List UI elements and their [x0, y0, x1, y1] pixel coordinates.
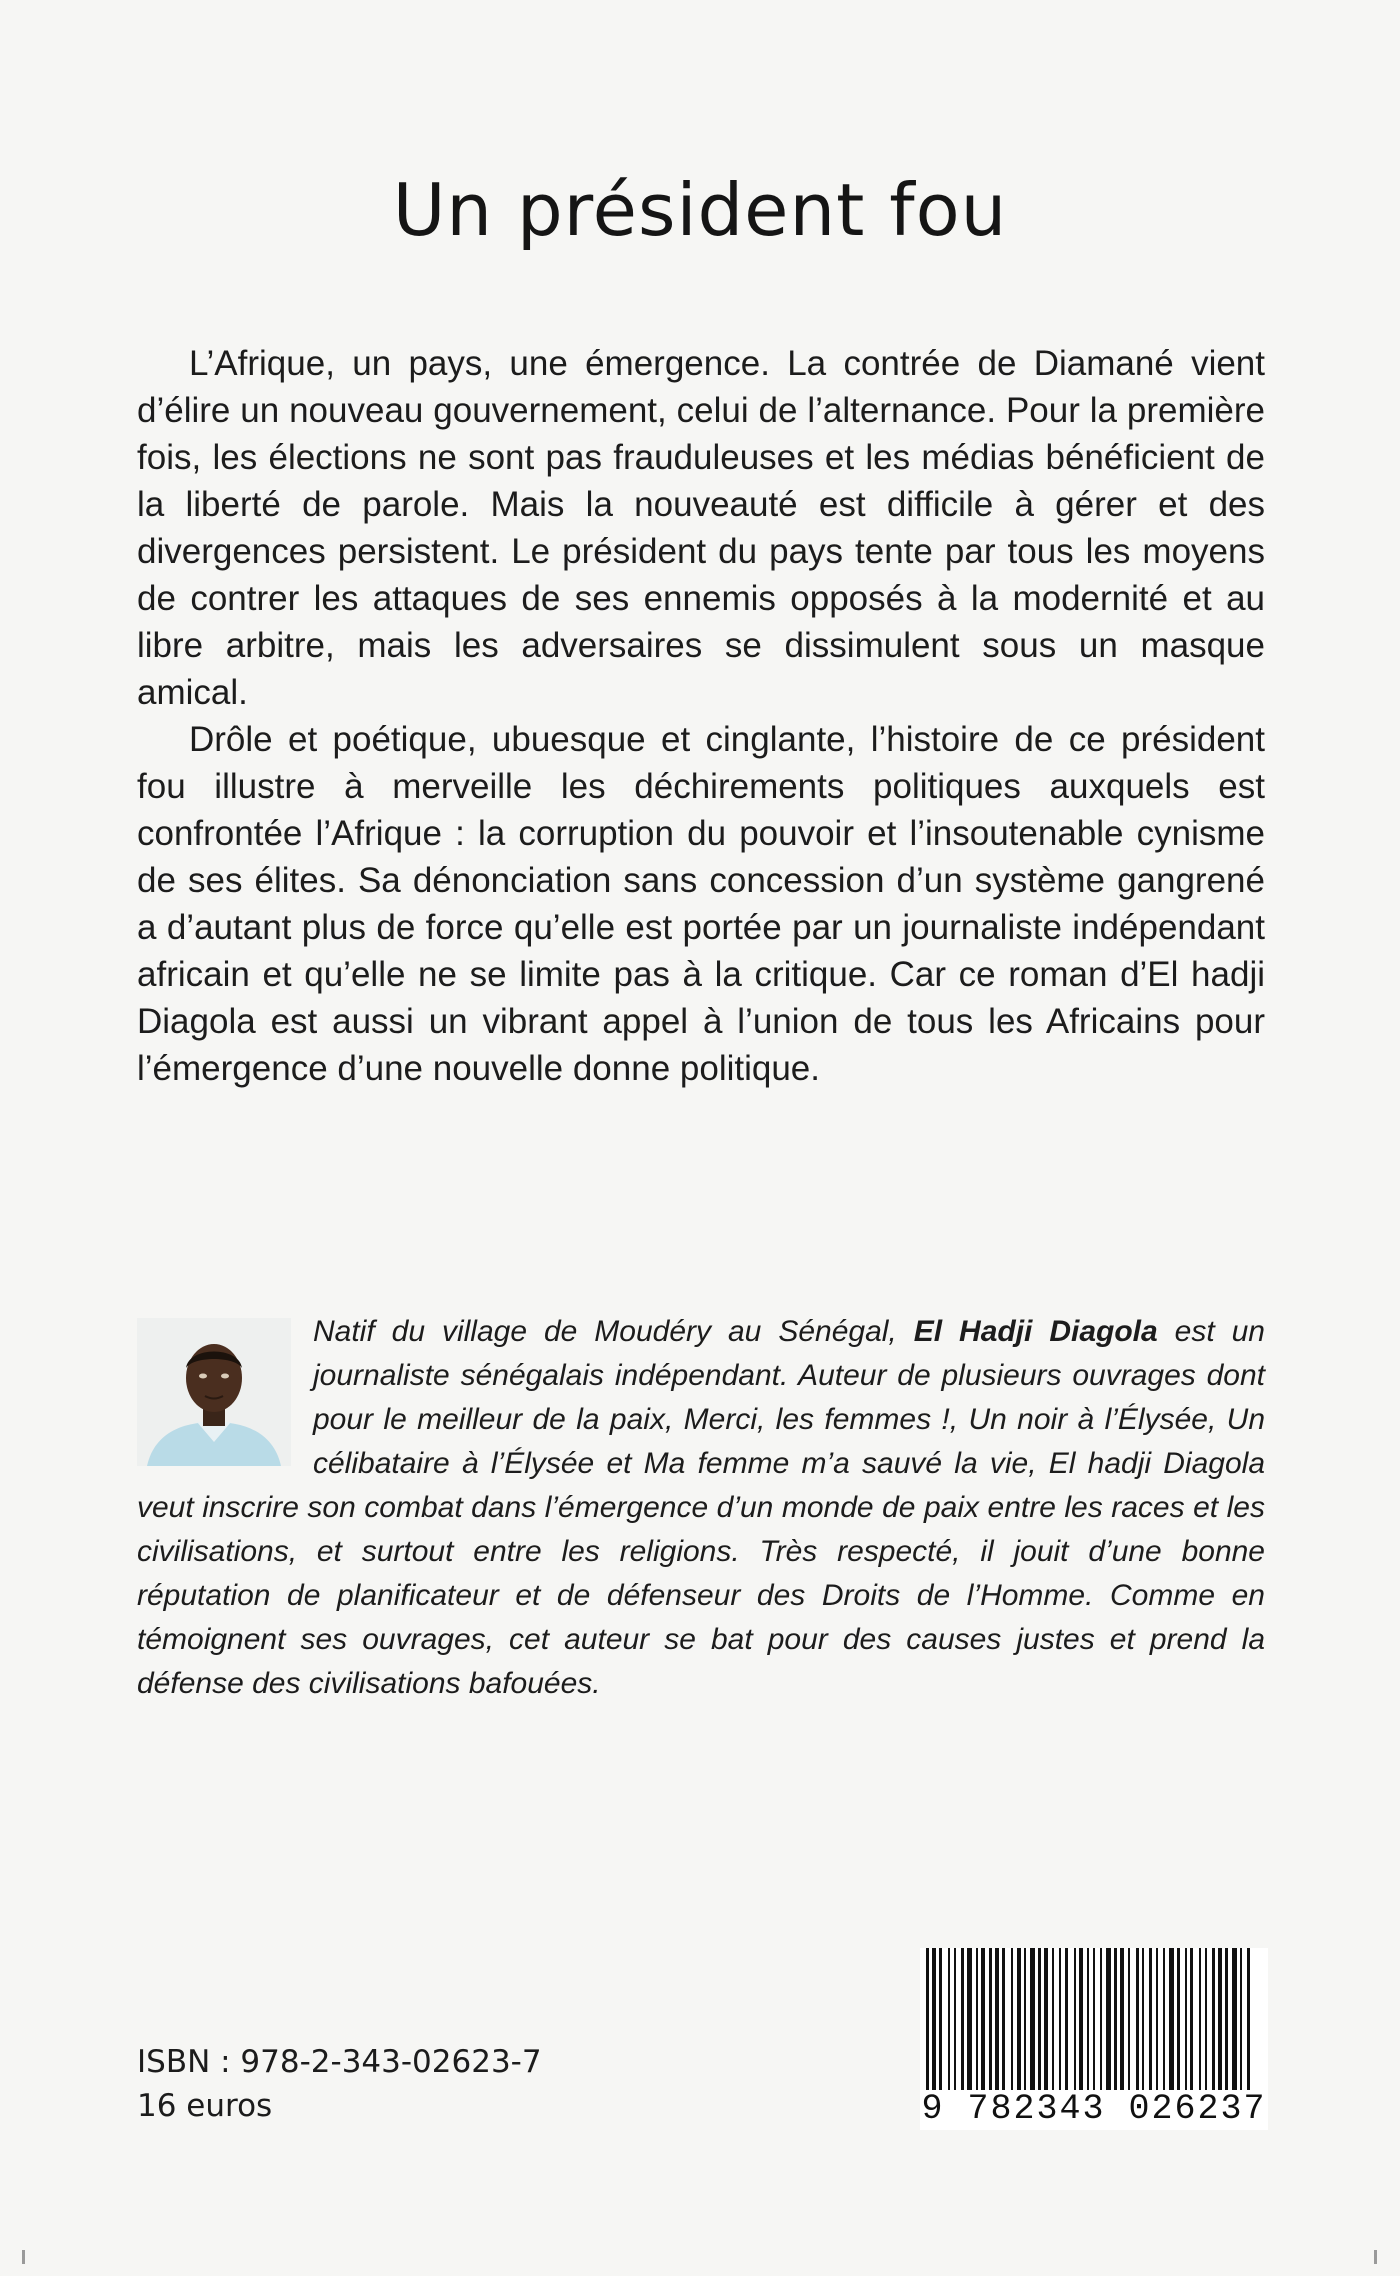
barcode-bar [1247, 1948, 1250, 2098]
barcode-bar [1185, 1948, 1187, 2098]
author-portrait-icon [137, 1318, 291, 1466]
barcode-bar [995, 1948, 999, 2098]
synopsis-paragraph-1: L’Afrique, un pays, une émergence. La contrée de Diamané vient d’élire un nouveau gouvernement, celui de l’alternance. Pour la première fois, les élections ne sont pas frauduleuses et les médias bénéficient de la liberté de parole. Mais la nouveauté est difficile à gérer et des divergences persistent. Le président du pays tente par tous les moyens de contrer les attaques de ses ennemis opposés à la modernité et au libre arbitre, mais les adversaires se dissimulent sous un masque amical. [137, 344, 1265, 712]
synopsis [137, 340, 1265, 1092]
barcode-bar [1212, 1948, 1215, 2098]
barcode-bar [1225, 1948, 1228, 2098]
barcode-bar [1087, 1948, 1089, 2098]
barcode-bar [1024, 1948, 1026, 2098]
barcode [920, 1948, 1268, 2130]
barcode-bar [932, 1948, 936, 2098]
barcode-bar [981, 1948, 985, 2098]
barcode-bar [1177, 1948, 1180, 2098]
barcode-bar [1044, 1948, 1048, 2098]
barcode-bar [1149, 1948, 1152, 2098]
barcode-bar [967, 1948, 972, 2098]
barcode-bar [1011, 1948, 1013, 2098]
barcode-bar [1079, 1948, 1083, 2098]
barcode-bar [1169, 1948, 1174, 2098]
barcode-bar [939, 1948, 942, 2098]
author-bio-text: est un journaliste sénégalais indépendant. Auteur de plusieurs ouvrages dont pour le meilleur de la paix, Merci, les femmes !, Un noir à l’Élysée, Un célibataire à l’Élysée et Ma femme m’a sauvé la vie, El hadji Diagola veut inscrire son combat dans l’émergence d’un monde de paix entre les races et les civilisations, et surtout entre les religions. Très respecté, il jouit d’une bonne réputation de planificateur et de défenseur des Droits de l’Homme. Comme en témoignent ses ouvrages, cet auteur se bat pour des causes justes et prend la défense des civilisations bafouées. [137, 1315, 1265, 1700]
barcode-bar [1199, 1948, 1201, 2098]
barcode-bar [1136, 1948, 1139, 2098]
book-title: Un président fou [392, 168, 1008, 252]
barcode-bar [954, 1948, 956, 2098]
barcode-bar [1163, 1948, 1165, 2098]
barcode-bar [926, 1948, 929, 2098]
barcode-bar [989, 1948, 992, 2098]
price: 16 euros [137, 2088, 273, 2124]
barcode-bar [1156, 1948, 1158, 2098]
barcode-bar [1074, 1948, 1076, 2098]
publication-info [137, 2040, 542, 2128]
crop-mark [22, 2250, 25, 2264]
barcode-bar [1002, 1948, 1005, 2098]
barcode-bar [1218, 1948, 1222, 2098]
barcode-bar [1030, 1948, 1035, 2098]
barcode-bar [1052, 1948, 1054, 2098]
barcode-bar [1190, 1948, 1193, 2098]
author-bio-intro: Natif du village de Moudéry au Sénégal, [313, 1315, 914, 1348]
barcode-bar [1142, 1948, 1144, 2098]
barcode-bar [1100, 1948, 1102, 2098]
barcode-bar [1128, 1948, 1130, 2098]
author-bio [137, 1310, 1265, 1706]
author-name: El Hadji Diagola [913, 1315, 1158, 1348]
barcode-bar [1232, 1948, 1237, 2098]
crop-mark [1374, 2250, 1377, 2264]
barcode-bar [961, 1948, 964, 2098]
barcode-bar [976, 1948, 978, 2098]
barcode-bar [1120, 1948, 1124, 2098]
barcode-bar [1059, 1948, 1061, 2098]
author-photo [137, 1318, 291, 1466]
barcode-bar [1065, 1948, 1068, 2098]
barcode-bar [948, 1948, 950, 2098]
barcode-bar [1017, 1948, 1021, 2098]
barcode-bar [1240, 1948, 1242, 2098]
barcode-bar [1106, 1948, 1111, 2098]
barcode-bar [1114, 1948, 1117, 2098]
synopsis-paragraph-2: Drôle et poétique, ubuesque et cinglante, l’histoire de ce président fou illustre à merveille les déchirements politiques auxquels est confrontée l’Afrique : la corruption du pouvoir et l’insoutenable cynisme de ses élites. Sa dénonciation sans concession d’un système gangrené a d’autant plus de force qu’elle est portée par un journaliste indépendant africain et qu’elle ne se limite pas à la critique. Car ce roman d’El hadji Diagola est aussi un vibrant appel à l’union de tous les Africains pour l’émergence d’une nouvelle donne politique. [137, 720, 1265, 1088]
barcode-bar [1093, 1948, 1095, 2098]
barcode-digits: 9 782343 026237 [921, 2089, 1267, 2129]
barcode-bar [1038, 1948, 1041, 2098]
barcode-bar [1205, 1948, 1207, 2098]
isbn: ISBN : 978-2-343-02623-7 [137, 2044, 542, 2080]
